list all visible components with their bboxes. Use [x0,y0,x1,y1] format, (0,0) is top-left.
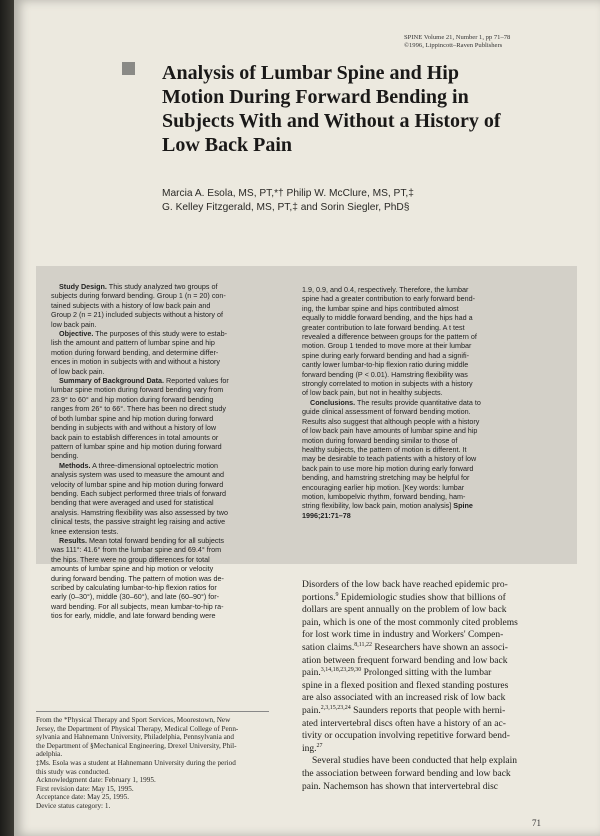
body-line: tivity or occupation involving repetitive forward bend- [302,731,510,742]
abstract-line: of both lumbar spine and hip motion during forward [51,413,214,423]
abstract-line: Results. Mean total forward bending for all subjects [59,535,225,545]
abstract-line: early (0–30°), middle (30–60°), and late (60–90°) for- [51,592,220,602]
footnote-line: Acknowledgment date: February 1, 1995. [36,776,156,785]
title-line: Subjects With and Without a History of [162,110,501,132]
abstract-line: bending, and hamstring stretching may be helpful for [302,473,470,483]
abstract-line: knee extension tests. [51,526,119,536]
abstract-line: ward bending. For all subjects, mean lumbar-to-hip ra- [51,601,224,611]
abstract-line: equally to middle forward bending, and the hips had a [302,313,473,323]
footnote-line: ‡Ms. Esola was a student at Hahnemann University during the period [36,758,236,767]
affiliation-footnote [36,716,281,811]
abstract-line: tained subjects with a history of low back pain and [51,300,211,310]
body-line: pain.$^{3,14,18,23,29,30}$ Prolonged sitting with the lumbar [302,667,492,679]
body-line: are also associated with an increased risk of low back [302,693,506,704]
abstract-line: Methods. A three-dimensional optoelectric motion [59,460,218,470]
abstract-line: guide clinical assessment of forward bending motion. [302,407,471,417]
abstract-line: greater contribution to late forward bending. A t test [302,322,465,332]
abstract-line: subjects during forward bending. Group 1 (n = 20) con- [51,291,226,301]
abstract-line: scribed by calculating lumbar-to-hip flexion ratios for [51,583,217,592]
abstract-line: motion. Group 1 tended to move more at their lumbar [302,341,472,351]
title-line: Analysis of Lumbar Spine and Hip [162,62,459,84]
footnote-line: First revision date: May 15, 1995. [36,784,134,793]
body-line: for lost work time in industry and Workers' Compen- [302,630,504,641]
footnote-line: this study was conducted. [36,767,110,776]
abstract-line: bending in subjects with and without a history of low [51,423,217,433]
abstract-line [302,511,552,520]
abstract-line: of low back pain. [51,366,105,376]
abstract-section-heading: Methods. [59,460,91,470]
abstract-line: strongly correlated to motion in subjects with a history [302,379,473,389]
body-line: pain, which is one of the most commonly cited problems [302,617,518,628]
article-title [162,61,582,157]
body-line: Several studies have been conducted that help explain [312,756,517,767]
citation-superscript: 2,3,15,23,24 [320,704,351,711]
abstract-line: motion during forward bending, and determine differ- [51,347,219,357]
abstract-section-heading: Summary of Background Data. [59,376,165,386]
abstract-line: bending that were averaged and used for statistical [51,498,214,508]
abstract-line: Objective. The purposes of this study were to estab- [59,329,228,339]
abstract-line: analysis. Hamstring flexibility was also assessed by two [51,507,228,517]
journal-copyright: ©1996, Lippincott–Raven Publishers [404,42,503,49]
footnote-line: From the *Physical Therapy and Sport Services, Moorestown, New [36,716,231,724]
abstract-line: amounts of lumbar spine and hip motion or velocity [51,564,214,574]
abstract-line: ences in motion in subjects with and without a history [51,357,220,367]
abstract-line: Summary of Background Data. Reported values for [59,376,229,386]
abstract-line: back pain to establish differences in total amounts or [51,432,219,442]
abstract-line: velocity of lumbar spine and hip motion during forward [51,479,224,489]
author-line: G. Kelley Fitzgerald, MS, PT,‡ and Sorin Siegler, PhD§ [162,202,410,213]
abstract-section-heading: Study Design. [59,282,107,291]
citation-superscript: 8,11,22 [354,641,373,648]
body-line: ation between frequent forward bending and low back [302,655,508,666]
journal-citation-bold: Spine [451,501,473,511]
abstract-section-heading: Conclusions. [310,397,356,407]
abstract-line: of low back pain, but not in healthy subjects. [302,388,443,398]
abstract-line: low back pain. [51,319,97,329]
body-text-column [302,579,572,793]
abstract-line: spine had a greater contribution to early forward bend- [302,294,476,304]
abstract-line: revealed a difference between groups for the pattern of [302,332,477,342]
abstract-right-column [302,285,552,520]
abstract-line: clinical tests, the passive straight leg raising and active [51,517,226,527]
citation-superscript: 9 [335,591,339,598]
citation-superscript: 3,14,18,23,29,30 [320,667,362,673]
body-line: ated intervertebral discs often have a history of an ac- [302,718,506,729]
abstract-line: spine during early forward bending and had a signifi- [302,350,470,360]
abstract-line: pattern of lumbar spine and hip motion during forward [51,441,222,451]
author-list [162,187,572,215]
body-line: portions.$^9$ Epidemiologic studies show that billions of [302,591,506,603]
body-line: sation claims.$^{8,11,22}$ Researchers have shown an associ- [302,641,508,653]
title-line: Motion During Forward Bending in [162,86,469,108]
abstract-section-heading: 1996;21:71–78 [302,510,351,520]
abstract-line: tios for early, middle, and late forward bending were [51,611,216,621]
abstract-line: string flexibility, low back pain, motion analysis] Spine [302,501,473,511]
abstract-line: lumbar spine motion during forward bending vary from [51,385,224,395]
abstract-line: ranges from 26° to 66°. There has been no direct study [51,404,227,414]
journal-citation: SPINE Volume 21, Number 1, pp 71–78 [404,34,511,41]
footnote-line: adelphia. [36,750,63,759]
abstract-line: healthy subjects, the pattern of motion is different. It [302,444,467,454]
author-line: Marcia A. Esola, MS, PT,*† Philip W. McClure, MS, PT,‡ [162,188,414,199]
abstract-section-heading: Objective. [59,329,94,339]
abstract-line: 1.9, 0.9, and 0.4, respectively. Therefore, the lumbar [302,285,469,294]
abstract-line: during forward bending. The pattern of motion was de- [51,573,224,583]
body-line: Disorders of the low back have reached epidemic pro- [302,580,508,590]
abstract-line: was 111°: 41.6° from the lumbar spine and 69.4° from [51,545,222,555]
abstract-line: 23.9° to 60° and hip motion during forward bending [51,394,214,404]
journal-header [404,34,572,50]
title-marker-square [122,62,135,75]
abstract-line: Study Design. This study analyzed two groups of [59,282,218,291]
abstract-section-heading: Results. [59,535,87,545]
citation-superscript: 27 [316,742,323,749]
abstract-line: cantly lower lumbar-to-hip flexion ratio during middle [302,360,469,370]
abstract-line: back pain to use more hip motion during early forward [302,463,474,473]
body-line: spine in a flexed position and flexed standing postures [302,680,509,691]
abstract-line: motion during forward bending similar to those of [302,435,458,445]
body-line: ing.$^{27}$ [302,742,323,754]
body-line: pain. Nachemson has shown that intervertebral disc [302,781,499,792]
abstract-line: ing, the lumbar spine and hips contributed almost [302,303,459,313]
footnote-line: Device status category: 1. [36,801,111,810]
abstract-line: motion, lumbopelvic rhythm, forward bending, ham- [302,491,466,501]
footnote-rule [36,711,269,712]
footnote-line: sylvania and Hahnemann University, Philadelphia, Pennsylvania and [36,733,234,742]
abstract-line: may be desirable to teach patients with a history of low [302,454,477,464]
title-line: Low Back Pain [162,134,293,156]
page-number: 71 [532,818,541,828]
abstract-line: Conclusions. The results provide quantitative data to [310,397,481,407]
book-spine-edge [0,0,14,836]
abstract-line: the hips. There were no group differences for total [51,554,210,564]
abstract-line: Group 2 (n = 21) included subjects without a history of [51,310,223,320]
abstract-line: bending. Each subject performed three trials of forward [51,488,226,498]
abstract-line: lish the amount and pattern of lumbar spine and hip [51,338,215,348]
abstract-line: forward bending (P < 0.01). Hamstring flexibility was [302,369,468,379]
body-line: dollars are spent annually on the problem of low back [302,605,507,616]
abstract-line: of low back pain have amounts of lumbar spine and hip [302,426,478,436]
abstract-line: bending. [51,451,79,461]
abstract-line: Results also suggest that although people with a history [302,416,480,426]
footnote-line: the Department of §Mechanical Engineering, Drexel University, Phil- [36,741,237,750]
abstract-line: encouraging earlier hip motion. [Key words: lumbar [302,482,465,492]
abstract-left-column [51,282,301,621]
footnote-line: Acceptance date: May 25, 1995. [36,793,130,802]
abstract-line: analysis system was used to measure the amount and [51,470,224,480]
footnote-line: Jersey, the Department of Physical Therapy, Medical College of Penn- [36,724,239,733]
body-line: the association between forward bending and low back [302,768,511,779]
body-line: pain.$^{2,3,15,23,24}$ Saunders reports that people with herni- [302,704,506,716]
